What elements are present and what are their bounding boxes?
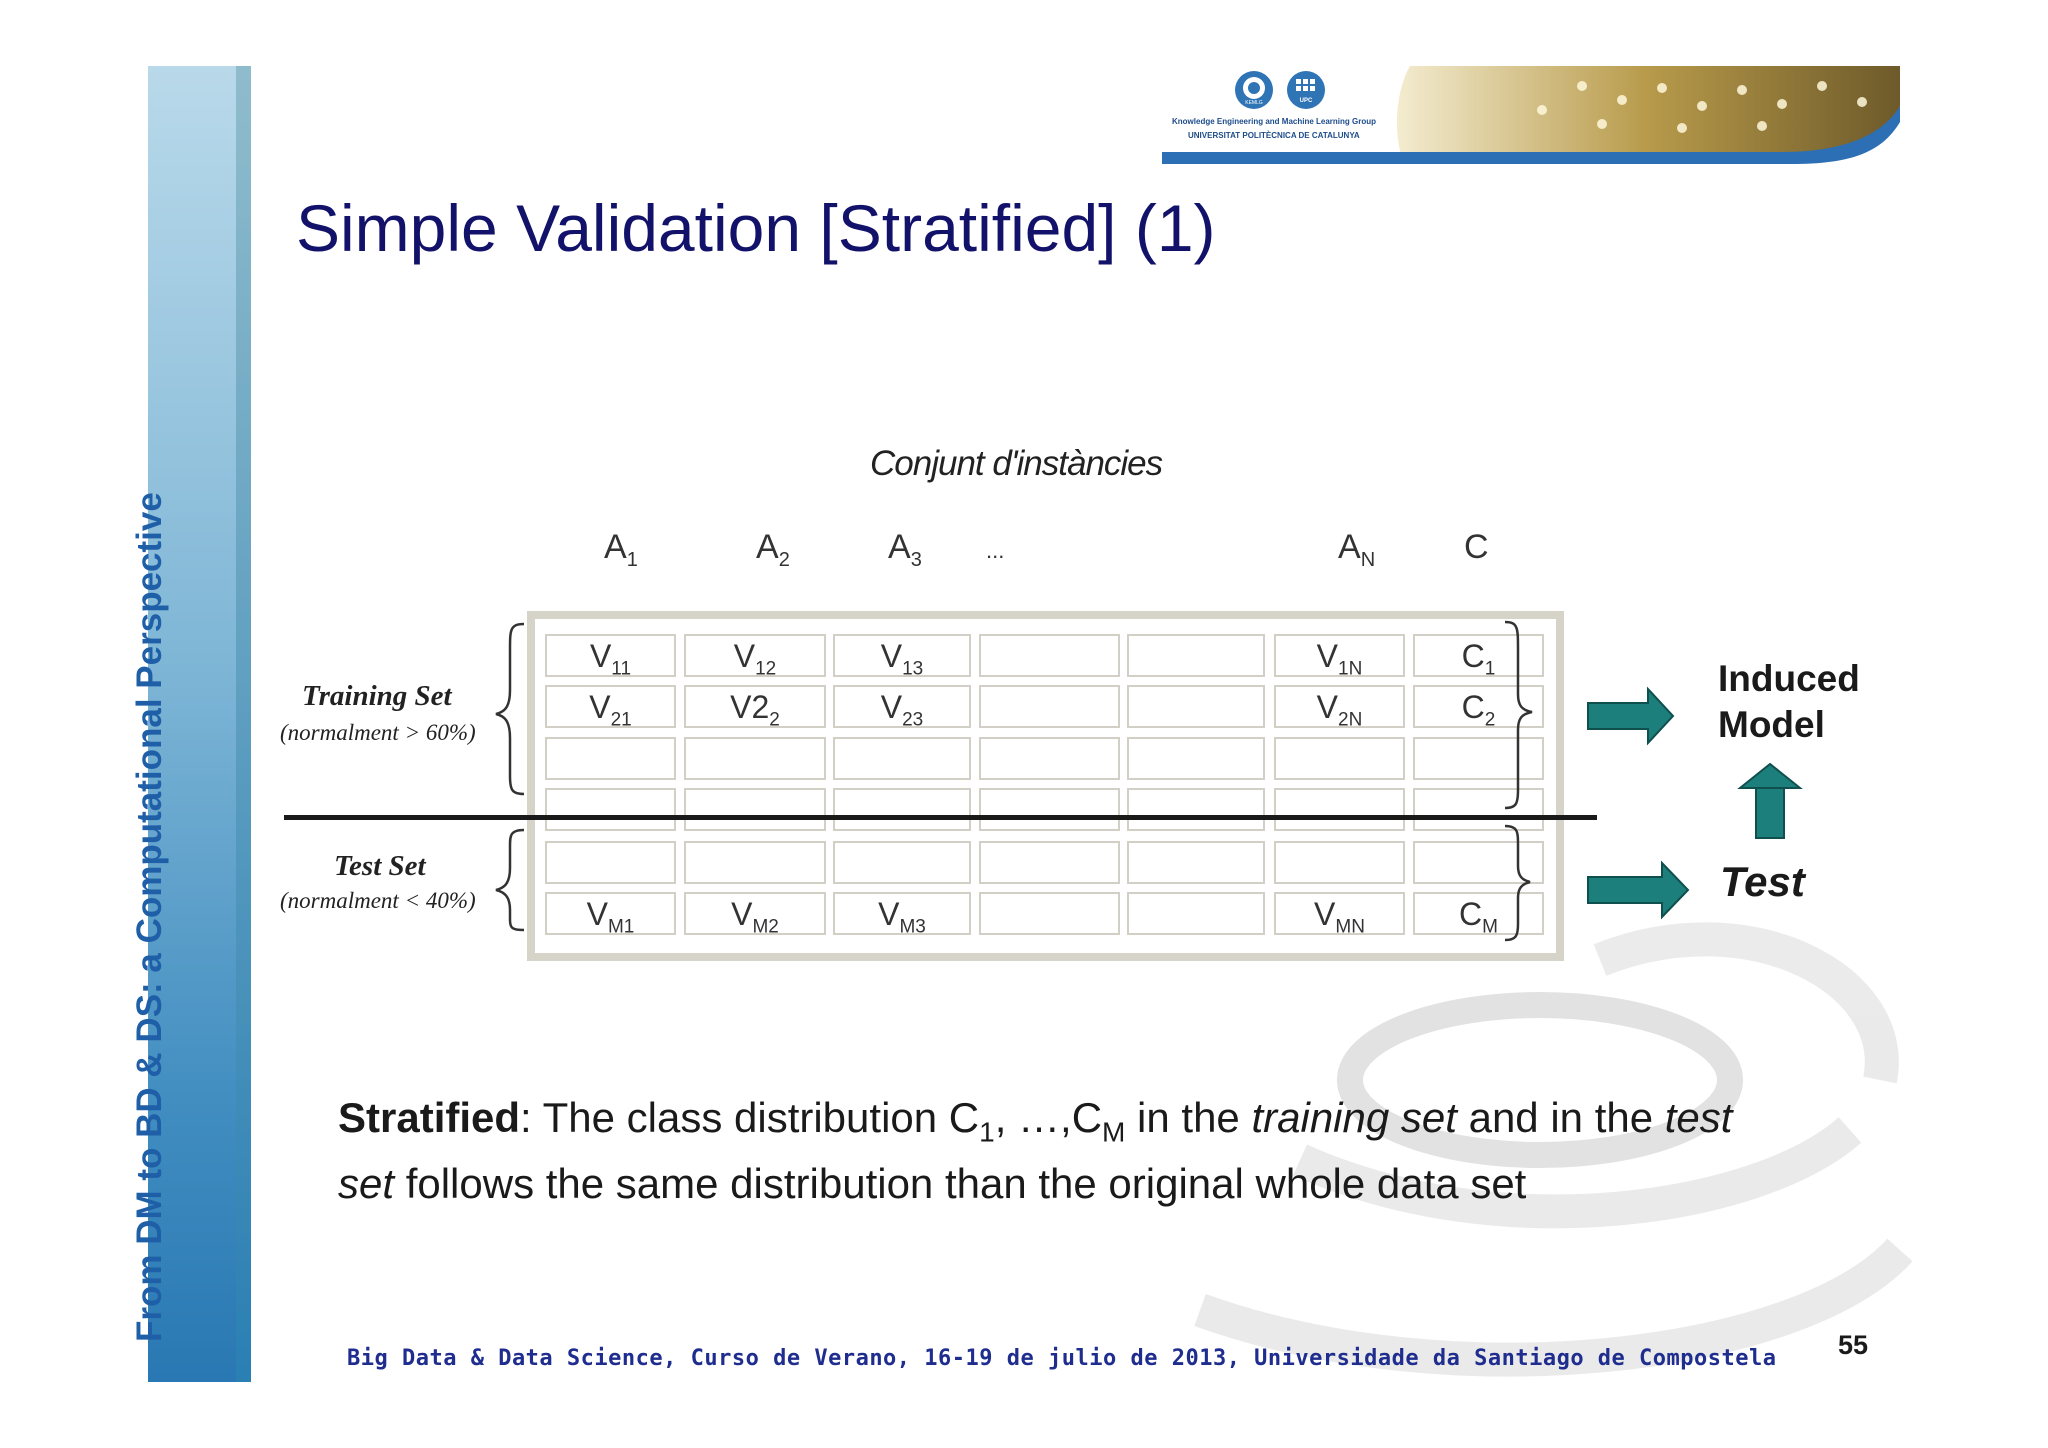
logo-caption-group: Knowledge Engineering and Machine Learning Group: [1172, 117, 1377, 126]
column-header-a2: $A_2$: [756, 528, 790, 571]
stratified-note: Stratified: The class distribution $C_1$, $\dots,C_M$ in the training set and in the test set follows the same distribution than the original whole data set: [338, 1094, 1733, 1208]
test-arrow-icon: [1588, 863, 1688, 917]
table-cell: $V_{M1}$: [545, 892, 676, 935]
column-header-a1: $A_1$: [604, 528, 638, 571]
logo-caption-university: UNIVERSITAT POLITÈCNICA DE CATALUNYA: [1188, 131, 1360, 140]
kemlg-label: KEMLG: [1245, 100, 1263, 106]
table-cell: $V2_2$: [684, 685, 826, 728]
table-cell: $V_{11}$: [545, 634, 676, 677]
table-cell: $V_{M3}$: [833, 892, 971, 935]
table-cell: $V_{13}$: [833, 634, 971, 677]
table-cell: $C_2$: [1413, 685, 1544, 728]
sidebar-title: From DM to BD & DS: a Computational Perspective: [130, 492, 169, 1342]
table-cell: $V_{2N}$: [1274, 685, 1405, 728]
column-header-ellipsis: ...: [986, 538, 1005, 563]
table-cell: $V_{MN}$: [1274, 892, 1405, 935]
upc-label: UPC: [1299, 98, 1313, 104]
slide-title: Simple Validation [Stratified] (1): [296, 191, 1216, 265]
footer-course-info: Big Data & Data Science, Curso de Verano, 16-19 de julio de 2013, Universidade da Santiago de Compostela: [347, 1346, 1777, 1371]
column-header-a3: $A_3$: [888, 528, 922, 571]
induced-model-arrow-icon: [1588, 689, 1673, 743]
table-cell: $C_M$: [1413, 892, 1544, 935]
page-number: 55: [1838, 1330, 1869, 1360]
test-set-ratio: (normalment < 40%): [280, 888, 476, 913]
induced-label: Induced: [1718, 658, 1860, 699]
training-set-label: Training Set: [302, 680, 452, 712]
note-term: Stratified: [338, 1094, 521, 1141]
training-set-ratio: (normalment > 60%): [280, 720, 476, 745]
column-header-class: C: [1464, 528, 1489, 566]
column-header-an: $A_N$: [1338, 528, 1376, 571]
table-cell: $C_1$: [1413, 634, 1544, 677]
table-cell: $V_{12}$: [684, 634, 826, 677]
diagram-caption: Conjunt d'instàncies: [870, 444, 1163, 483]
table-cell: $V_{M2}$: [684, 892, 826, 935]
test-set-label: Test Set: [334, 850, 426, 882]
table-cell: $V_{1N}$: [1274, 634, 1405, 677]
model-label: Model: [1718, 704, 1825, 745]
table-cell: $V_{23}$: [833, 685, 971, 728]
table-cell: $V_{21}$: [545, 685, 676, 728]
test-output-label: Test: [1720, 858, 1805, 905]
